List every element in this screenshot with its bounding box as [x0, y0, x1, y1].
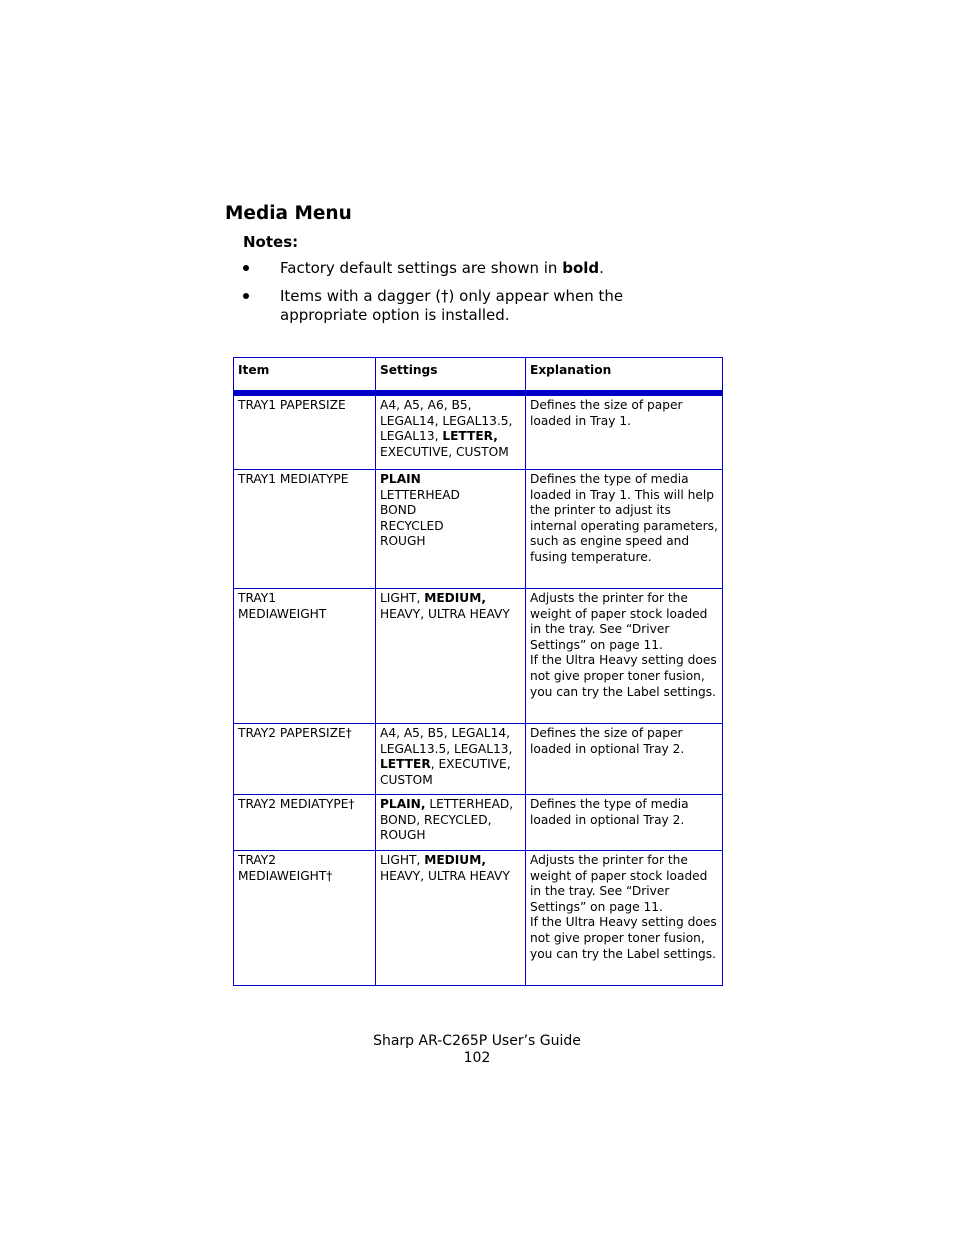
header-explanation: Explanation [526, 358, 723, 394]
item-cell: TRAY1 MEDIATYPE [234, 470, 376, 589]
media-menu-table [233, 357, 723, 986]
item-cell: TRAY2 MEDIAWEIGHT† [234, 851, 376, 986]
explanation-cell: Defines the type of media loaded in optional Tray 2. [526, 795, 723, 851]
table-row [234, 795, 723, 851]
notes-label: Notes: [243, 233, 299, 251]
item-cell: TRAY2 MEDIATYPE† [234, 795, 376, 851]
explanation-cell: Adjusts the printer for the weight of paper stock loaded in the tray. See “Driver Settings” on page 11. If the Ultra Heavy setting does not give proper toner fusion, you can try the Label settings. [526, 589, 723, 724]
explanation-cell: Adjusts the printer for the weight of paper stock loaded in the tray. See “Driver Settings” on page 11. If the Ultra Heavy setting does not give proper toner fusion, you can try the Label settings. [526, 851, 723, 986]
table-row [234, 589, 723, 724]
table-row [234, 724, 723, 795]
explanation-cell: Defines the size of paper loaded in Tray 1. [526, 393, 723, 470]
bold-word: bold [562, 259, 600, 277]
explanation-cell: Defines the type of media loaded in Tray 1. This will help the printer to adjust its internal operating parameters, such as engine speed and fusing temperature. [526, 470, 723, 589]
page-number: 102 [463, 1050, 491, 1066]
header-item: Item [234, 358, 376, 394]
table-row [234, 393, 723, 470]
settings-cell: LIGHT, MEDIUM, HEAVY, ULTRA HEAVY [376, 589, 526, 724]
settings-cell: A4, A5, A6, B5, LEGAL14, LEGAL13.5, LEGAL13, LETTER, EXECUTIVE, CUSTOM [376, 393, 526, 470]
header-settings: Settings [376, 358, 526, 394]
table-row [234, 470, 723, 589]
table-header-row [234, 358, 723, 394]
footer-guide-title: Sharp AR-C265P User’s Guide [373, 1033, 581, 1049]
settings-cell: LIGHT, MEDIUM, HEAVY, ULTRA HEAVY [376, 851, 526, 986]
settings-cell: A4, A5, B5, LEGAL14, LEGAL13.5, LEGAL13, LETTER, EXECUTIVE, CUSTOM [376, 724, 526, 795]
explanation-cell: Defines the size of paper loaded in optional Tray 2. [526, 724, 723, 795]
item-cell: TRAY1 PAPERSIZE [234, 393, 376, 470]
item-cell: TRAY2 PAPERSIZE† [234, 724, 376, 795]
settings-cell: PLAIN LETTERHEAD BOND RECYCLED ROUGH [376, 470, 526, 589]
item-cell: TRAY1 MEDIAWEIGHT [234, 589, 376, 724]
settings-cell: PLAIN, LETTERHEAD, BOND, RECYCLED, ROUGH [376, 795, 526, 851]
table-row [234, 851, 723, 986]
page-title: Media Menu [225, 203, 352, 224]
